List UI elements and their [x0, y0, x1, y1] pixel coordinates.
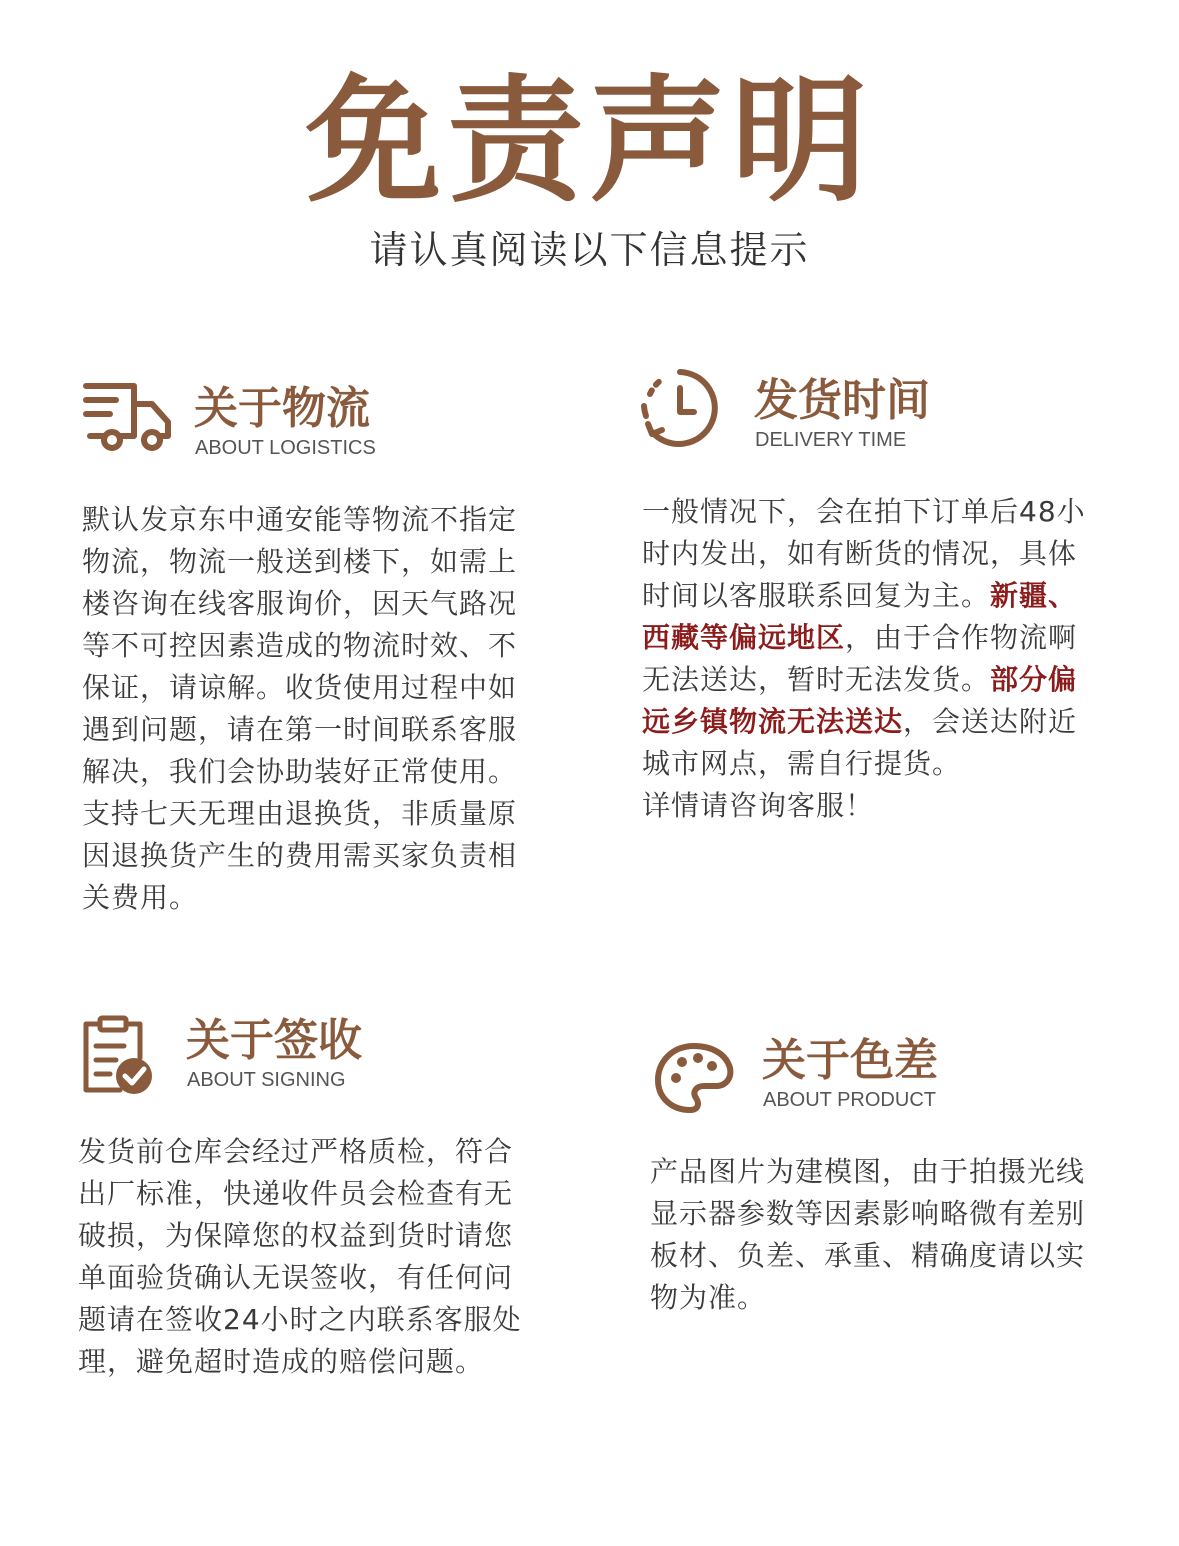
delivery-text-1: 一般情况下，会在拍下订单后48小时内发出，如有断货的情况，具体时间以客服联系回复为主。	[642, 495, 1086, 612]
checklist-icon	[80, 1014, 156, 1098]
clock-icon	[638, 366, 722, 450]
signing-subtitle: ABOUT SIGNING	[187, 1069, 346, 1091]
logistics-text: 默认发京东中通安能等物流不指定物流，物流一般送到楼下，如需上楼咨询在线客服询价，因天气路况等不可控因素造成的物流时效、不保证，请谅解。收货使用过程中如遇到问题，请在第一时间联系客服解决，我们会协助装好正常使用。支持七天无理由退换货，非质量原因退换货产生的费用需买家负责相关费用。	[82, 503, 518, 914]
delivery-subtitle: DELIVERY TIME	[755, 429, 907, 451]
delivery-highlight-remote: 新疆、西藏等偏远地区	[642, 579, 1078, 654]
delivery-text	[642, 491, 1098, 827]
palette-icon	[652, 1040, 736, 1116]
delivery-truck-icon	[82, 378, 174, 456]
color-title: 关于色差	[762, 1035, 938, 1086]
page-subtitle: 请认真阅读以下信息提示	[369, 228, 810, 272]
delivery-title: 发货时间	[754, 375, 930, 426]
delivery-highlight-towns: 部分偏远乡镇物流无法送达	[642, 663, 1078, 738]
page-title: 免责声明	[305, 63, 874, 221]
color-subtitle: ABOUT PRODUCT	[763, 1089, 936, 1111]
signing-text: 发货前仓库会经过严格质检，符合出厂标准，快递收件员会检查有无破损，为保障您的权益到货时请您单面验货确认无误签收，有任何问题请在签收24小时之内联系客服处理，避免超时造成的赔偿问题。	[78, 1135, 522, 1378]
delivery-text-4: 详情请咨询客服！	[642, 789, 875, 822]
signing-title: 关于签收	[186, 1015, 362, 1066]
logistics-title: 关于物流	[194, 383, 370, 434]
delivery-text-2: ，由于合作物流啊无法送达，暂时无法发货。	[642, 621, 1078, 696]
color-text: 产品图片为建模图，由于拍摄光线显示器参数等因素影响略微有差别板材、负差、承重、精确度请以实物为准。	[650, 1155, 1086, 1314]
delivery-text-3: ，会送达附近城市网点，需自行提货。	[642, 705, 1078, 780]
logistics-subtitle: ABOUT LOGISTICS	[195, 437, 376, 459]
